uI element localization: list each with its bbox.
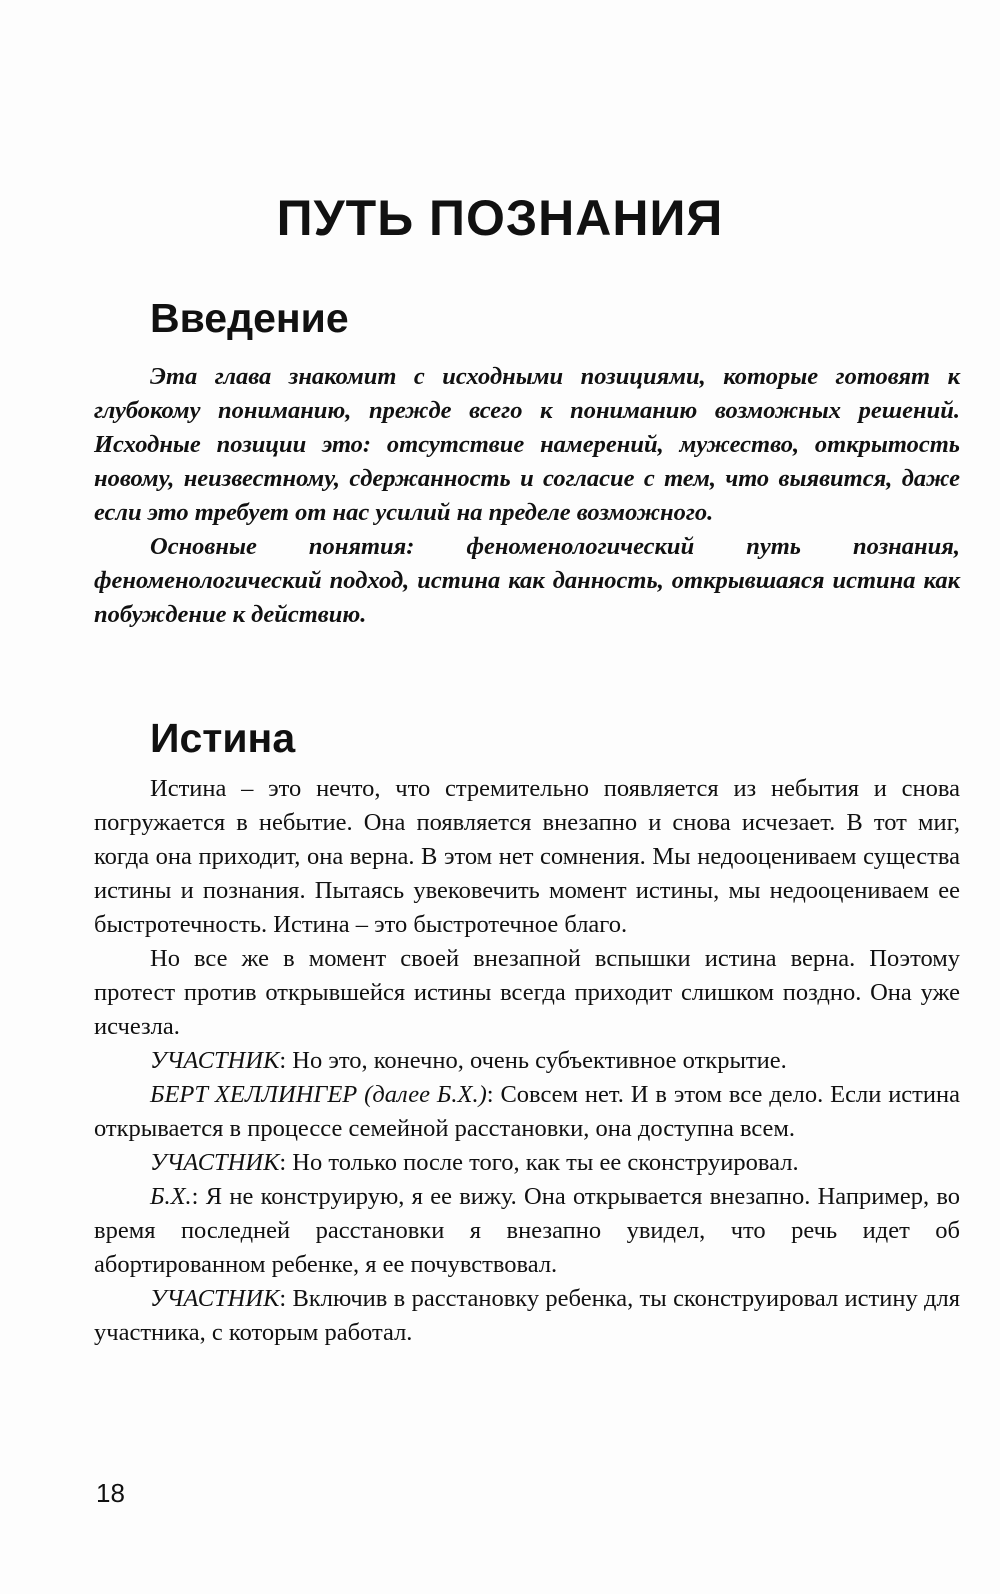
- chapter-title: ПУТЬ ПОЗНАНИЯ: [276, 190, 724, 246]
- intro-paragraph: Основные понятия: феноменологический путь познания, феноменологический подход, истина как данность, открывшаяся истина как побуждение к действию.: [94, 533, 960, 628]
- speaker-name: УЧАСТНИК: [150, 1149, 280, 1176]
- body-paragraph: Но все же в момент своей внезапной вспышки истина верна. Поэтому протест против открывшейся истины всегда приходит слишком поздно. Она уже исчезла.: [94, 945, 960, 1040]
- dialogue-line: [94, 1282, 960, 1350]
- speaker-name: БЕРТ ХЕЛЛИНГЕР (далее Б.Х.): [150, 1081, 487, 1108]
- speaker-name: Б.Х.: [150, 1183, 192, 1210]
- speaker-name: УЧАСТНИК: [150, 1047, 280, 1074]
- dialogue-text: : Совсем нет. И в этом все дело. Если истина открывается в процессе семейной расстановки, она доступна всем.: [94, 1081, 960, 1142]
- dialogue-line: [94, 1180, 960, 1282]
- dialogue-line: [94, 1044, 960, 1078]
- intro-abstract: [94, 360, 960, 632]
- dialogue-text: : Но это, конечно, очень субъективное открытие.: [279, 1047, 787, 1074]
- intro-paragraph: Эта глава знакомит с исходными позициями, которые готовят к глубокому пониманию, прежде всего к пониманию возможных решений. Исходные позиции это: отсутствие намерений, мужество, открытость новому, неизвестному, сдержанность и согласие с тем, что выявится, даже если это требует от нас усилий на пределе возможного.: [94, 363, 960, 526]
- section-heading-intro: Введение: [150, 295, 349, 341]
- section-heading-truth: Истина: [150, 715, 296, 761]
- body-paragraph: Истина – это нечто, что стремительно появляется из небытия и снова погружается в небытие. Она появляется внезапно и снова исчезает. В тот миг, когда она приходит, она верна. В этом нет сомнения. Мы недооцениваем существа истины и познания. Пытаясь увековечить момент истины, мы недооцениваем ее быстротечность. Истина – это быстротечное благо.: [94, 775, 960, 938]
- truth-body: [94, 772, 960, 1350]
- speaker-name: УЧАСТНИК: [150, 1285, 280, 1312]
- dialogue-text: : Но только после того, как ты ее сконструировал.: [279, 1149, 799, 1176]
- dialogue-text: : Включив в расстановку ребенка, ты сконструировал истину для участника, с которым работал.: [94, 1285, 960, 1346]
- dialogue-line: [94, 1078, 960, 1146]
- dialogue-text: : Я не конструирую, я ее вижу. Она открывается внезапно. Например, во время последней расстановки я внезапно увидел, что речь идет об абортированном ребенке, я ее почувствовал.: [94, 1183, 960, 1278]
- dialogue-line: [94, 1146, 960, 1180]
- page-number: 18: [96, 1478, 125, 1508]
